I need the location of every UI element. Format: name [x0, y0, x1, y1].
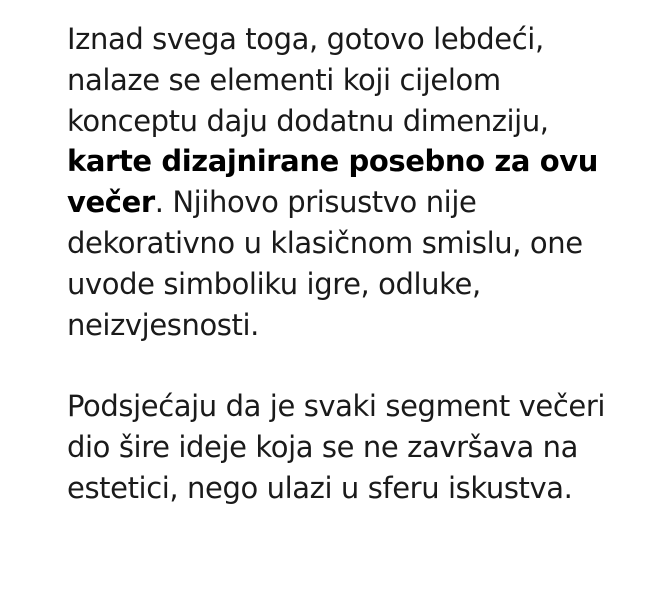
paragraph-1-text-before: Iznad svega toga, gotovo lebdeći, nalaze se elementi koji cijelom konceptu daju dodatnu dimenziju,	[67, 22, 549, 138]
paragraph-experience	[67, 386, 607, 508]
paragraph-1-text-after: . Njihovo prisustvo nije dekorativno u klasičnom smislu, one uvode simboliku igre, odluke, neizvjesnosti.	[67, 185, 583, 342]
paragraph-cards-intro	[67, 19, 607, 345]
article-body	[67, 19, 607, 509]
paragraph-2-text: Podsjećaju da je svaki segment večeri dio šire ideje koja se ne završava na estetici, nego ulazi u sferu iskustva.	[67, 389, 605, 505]
paragraph-1-emphasis: karte dizajnirane posebno za ovu večer	[67, 144, 598, 220]
